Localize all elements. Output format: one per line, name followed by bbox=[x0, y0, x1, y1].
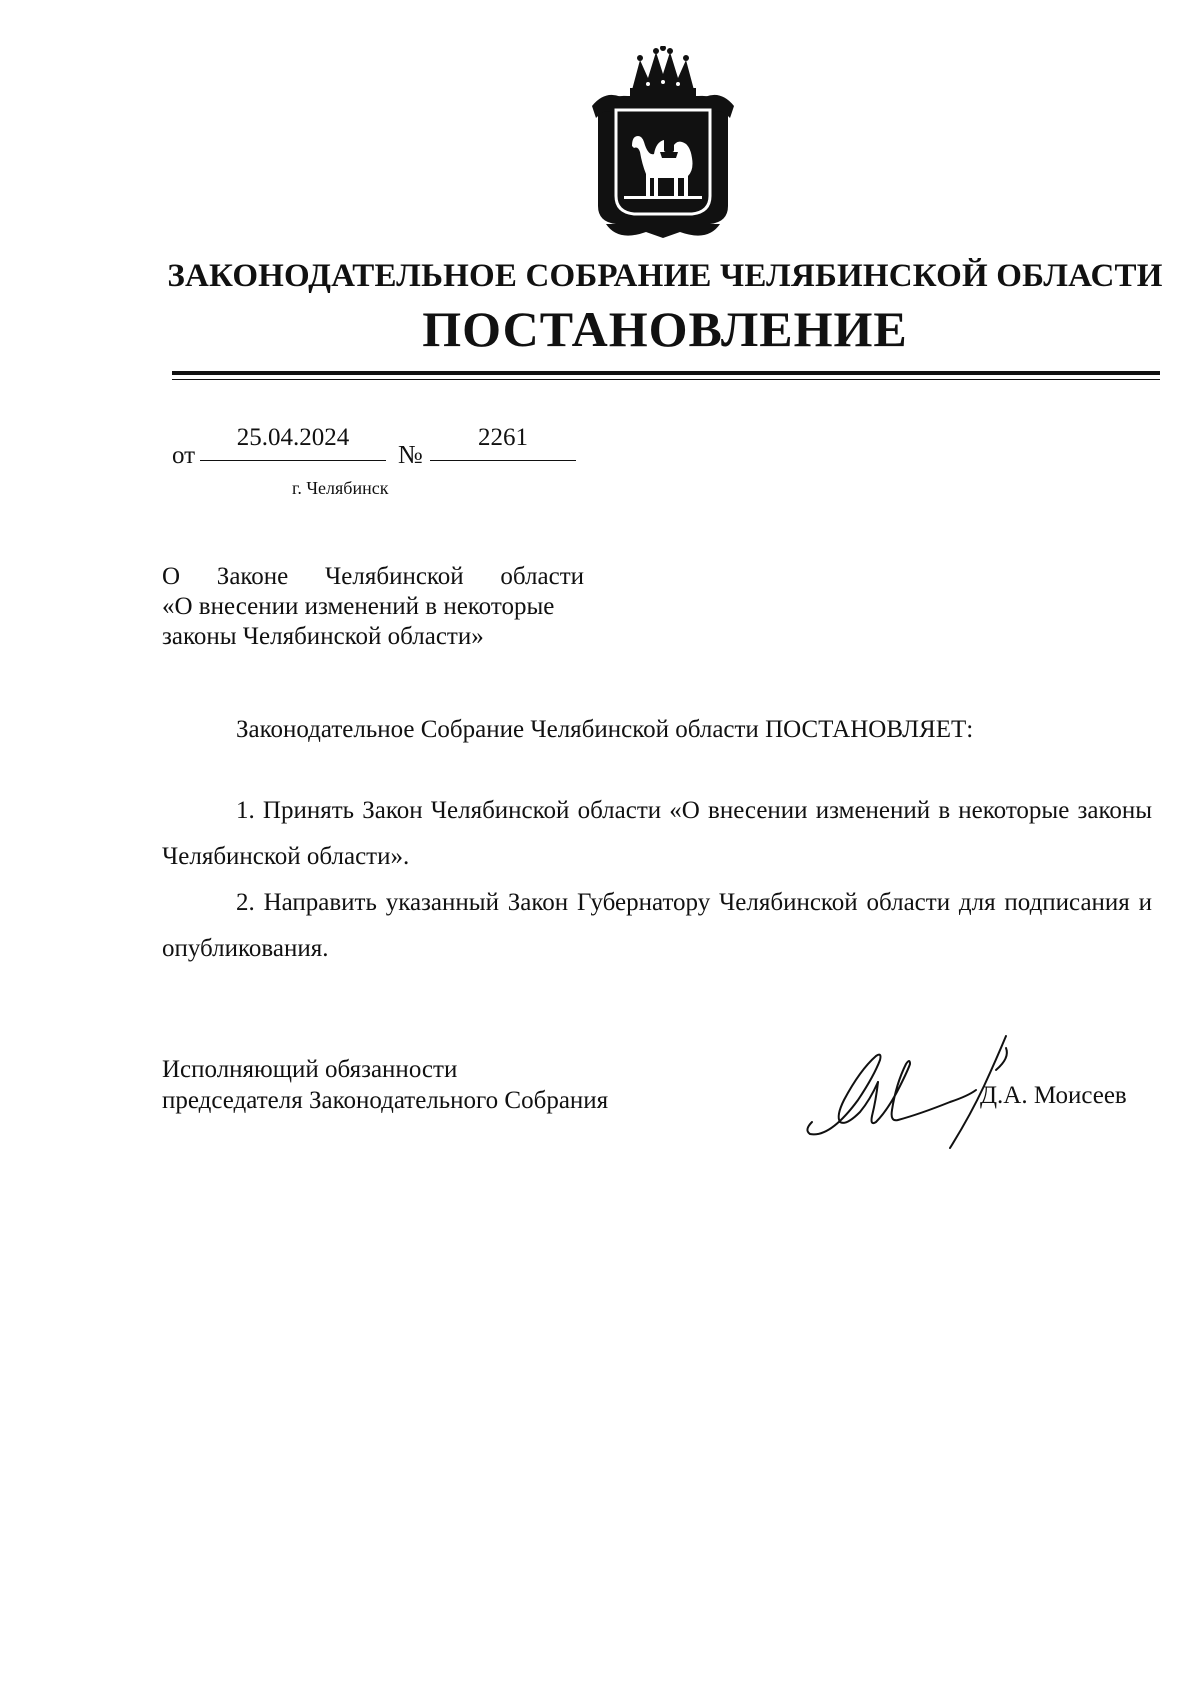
subject-line: О Законе Челябинской области bbox=[162, 563, 584, 590]
date-prefix: от bbox=[172, 442, 196, 469]
subject-line: «О внесении изменений в некоторые bbox=[162, 593, 555, 620]
city-label: г. Челябинск bbox=[292, 478, 389, 498]
resolution-preamble: Законодательное Собрание Челябинской области ПОСТАНОВЛЯЕТ: bbox=[236, 716, 974, 743]
signatory-name: Д.А. Моисеев bbox=[980, 1082, 1127, 1109]
coat-of-arms-icon bbox=[588, 46, 738, 244]
resolution-item-1: 1. Принять Закон Челябинской области «О внесении изменений в некоторые законы Челябинской области». bbox=[162, 797, 1152, 870]
subject-line: законы Челябинской области» bbox=[162, 623, 484, 650]
document-number: 2261 bbox=[430, 424, 576, 461]
signatory-position bbox=[162, 1054, 608, 1116]
document-type-title: ПОСТАНОВЛЕНИЕ bbox=[422, 301, 908, 357]
organization-title: ЗАКОНОДАТЕЛЬНОЕ СОБРАНИЕ ЧЕЛЯБИНСКОЙ ОБЛАСТИ bbox=[167, 258, 1163, 294]
header-divider-thick bbox=[172, 371, 1160, 375]
document-date: 25.04.2024 bbox=[200, 424, 386, 461]
signatory-position-line: Исполняющий обязанности bbox=[162, 1056, 458, 1083]
header-divider-thin bbox=[172, 379, 1160, 380]
signatory-position-line: председателя Законодательного Собрания bbox=[162, 1087, 609, 1114]
number-prefix: № bbox=[398, 440, 423, 469]
document-subject bbox=[162, 562, 584, 652]
resolution-item-2: 2. Направить указанный Закон Губернатору Челябинской области для подписания и опубликования. bbox=[162, 889, 1152, 962]
